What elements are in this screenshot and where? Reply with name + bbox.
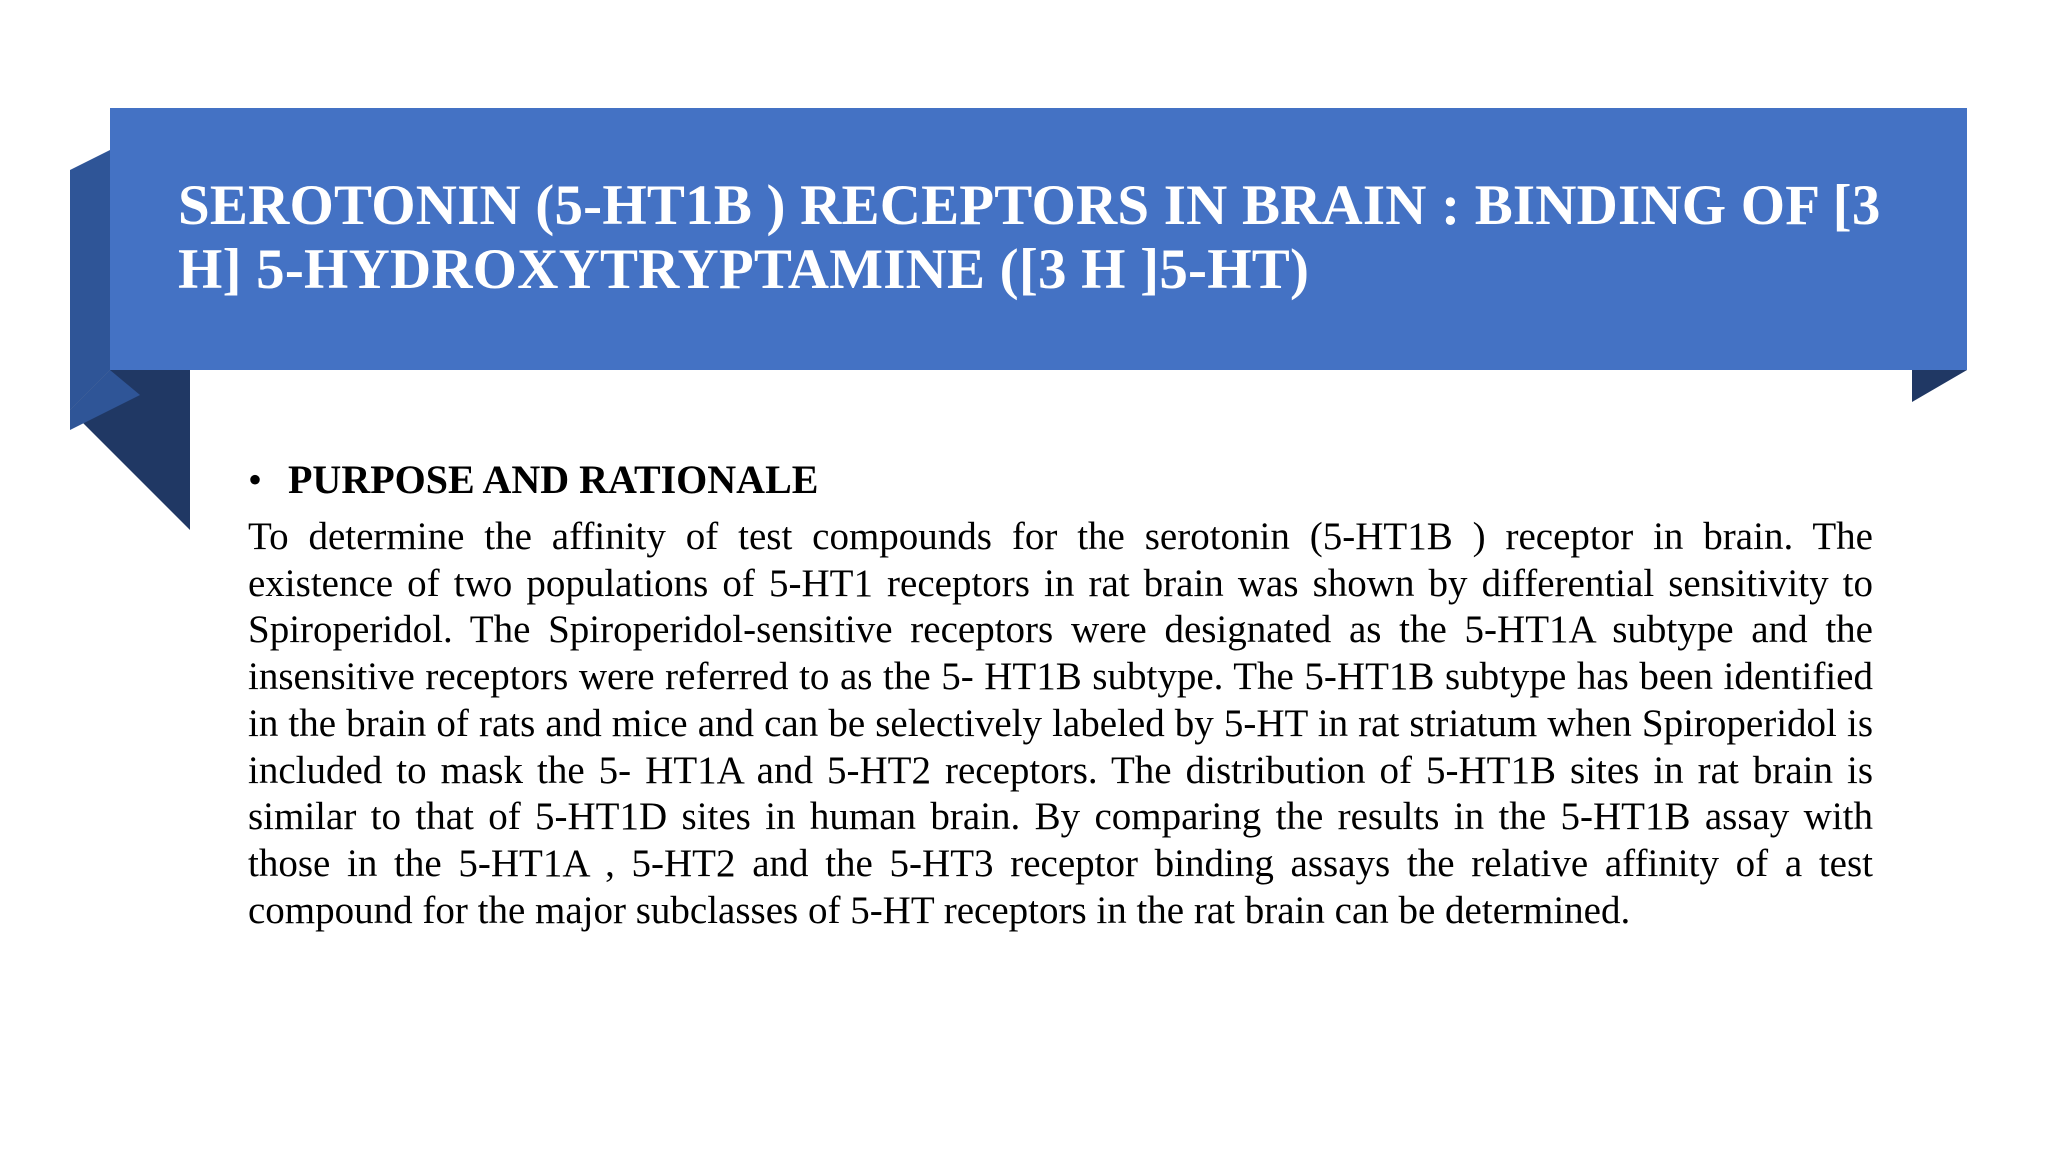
slide-title: SEROTONIN (5-HT1B ) RECEPTORS IN BRAIN : BINDING OF [3 H] 5-HYDROXYTRYPTAMINE ([3 H ]5-HT) — [178, 174, 1881, 301]
bullet-icon: • — [248, 457, 263, 502]
title-banner — [110, 108, 1967, 368]
ribbon-left-fold — [70, 150, 110, 410]
ribbon-right-tail — [1912, 370, 1967, 402]
section-heading-row — [248, 456, 1873, 504]
section-heading: PURPOSE AND RATIONALE — [288, 457, 819, 502]
body-paragraph: To determine the affinity of test compounds for the serotonin (5-HT1B ) receptor in brain. The existence of two populations of 5-HT1 receptors in rat brain was shown by differential sensitivity to Spiroperidol. The Spiroperidol-sensitive receptors were designated as the 5-HT1A subtype and the insensitive receptors were referred to as the 5- HT1B subtype. The 5-HT1B subtype has been identified in the brain of rats and mice and can be selectively labeled by 5-HT in rat striatum when Spiroperidol is included to mask the 5- HT1A and 5-HT2 receptors. The distribution of 5-HT1B sites in rat brain is similar to that of 5-HT1D sites in human brain. By comparing the results in the 5-HT1B assay with those in the 5-HT1A , 5-HT2 and the 5-HT3 receptor binding assays the relative affinity of a test compound for the major subclasses of 5-HT receptors in the rat brain can be determined. — [248, 515, 1873, 932]
content-area — [248, 456, 1873, 934]
